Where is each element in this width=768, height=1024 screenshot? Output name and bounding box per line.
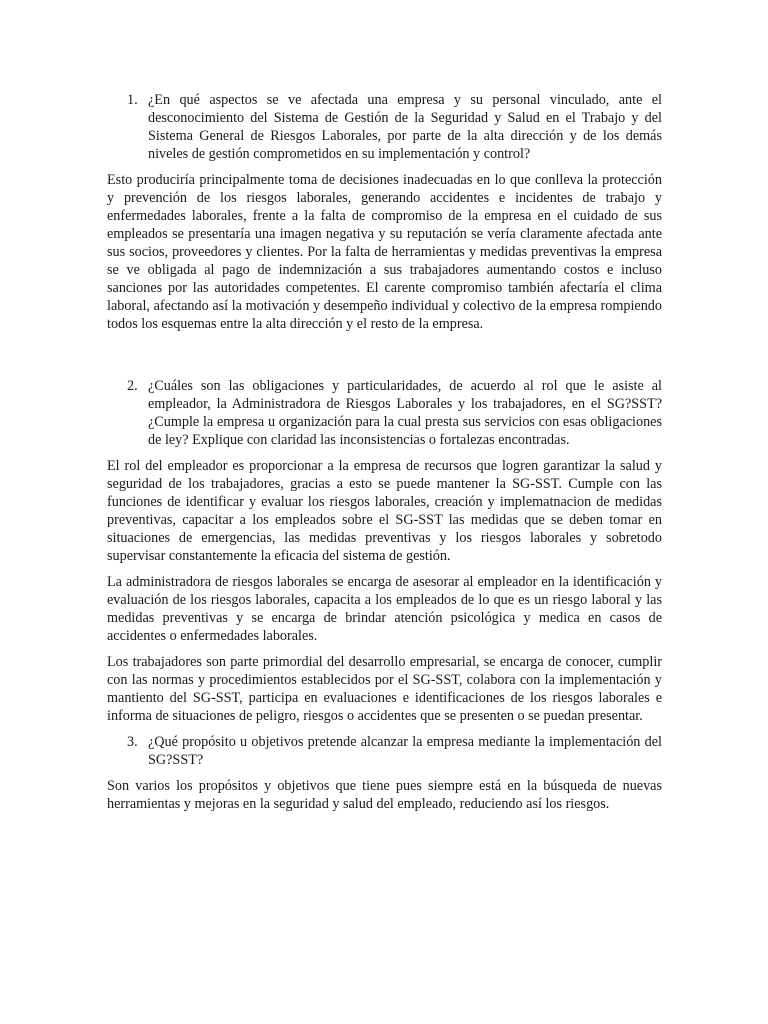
answer-3: Son varios los propósitos y objetivos que tiene pues siempre está en la búsqueda de nuevas herramientas y mejoras en la seguridad y salud del empleado, reduciendo así los riesgos. xyxy=(107,778,662,812)
answer-1: Esto produciría principalmente toma de decisiones inadecuadas en lo que conlleva la protección y prevención de los riesgos laborales, generando accidentes e incidentes de trabajo y enfermedades laborales, frente a la falta de compromiso de la empresa en el cuidado de sus empleados se presentaría una imagen negativa y su reputación se vería claramente afectada ante sus socios, proveedores y clientes. Por la falta de herramientas y medidas preventivas la empresa se ve obligada al pago de indemnización a sus trabajadores aumentando costos e incluso sanciones por las autoridades competentes. El carente compromiso también afectaría el clima laboral, afectando así la motivación y desempeño individual y colectivo de la empresa rompiendo todos los esquemas entre la alta dirección y el resto de la empresa. xyxy=(107,172,662,332)
question-2-number: 2. xyxy=(127,378,138,394)
question-3-text: ¿Qué propósito u objetivos pretende alcanzar la empresa mediante la implementación del SG?SST? xyxy=(148,734,662,768)
paragraph-gap xyxy=(107,341,662,377)
question-2 xyxy=(107,377,662,449)
question-1-number: 1. xyxy=(127,92,138,108)
question-1 xyxy=(107,91,662,163)
document-body xyxy=(107,91,662,821)
question-3-number: 3. xyxy=(127,734,138,750)
question-1-text: ¿En qué aspectos se ve afectada una empresa y su personal vinculado, ante el desconocimiento del Sistema de Gestión de la Seguridad y Salud en el Trabajo y del Sistema General de Riesgos Laborales, por parte de la alta dirección y de los demás niveles de gestión comprometidos en su implementación y control? xyxy=(148,92,662,162)
answer-2-paragraph-3: Los trabajadores son parte primordial del desarrollo empresarial, se encarga de conocer, cumplir con las normas y procedimientos establecidos por el SG-SST, colabora con la implementación y mantiento del SG-SST, participa en evaluaciones e identificaciones de los riesgos laborales e informa de situaciones de peligro, riesgos o accidentes que se presenten o se puedan presentar. xyxy=(107,654,662,724)
question-2-text: ¿Cuáles son las obligaciones y particularidades, de acuerdo al rol que le asiste al empleador, la Administradora de Riesgos Laborales y los trabajadores, en el SG?SST? ¿Cumple la empresa u organización para la cual presta sus servicios con esas obligaciones de ley? Explique con claridad las inconsistencias o fortalezas encontradas. xyxy=(148,378,662,448)
answer-2-paragraph-2: La administradora de riesgos laborales se encarga de asesorar al empleador en la identificación y evaluación de los riesgos laborales, capacita a los empleados de lo que es un riesgo laboral y las medidas preventivas y se encarga de brindar atención psicológica y medica en casos de accidentes o enfermedades laborales. xyxy=(107,574,662,644)
question-3 xyxy=(107,733,662,769)
answer-2-paragraph-1: El rol del empleador es proporcionar a la empresa de recursos que logren garantizar la salud y seguridad de los trabajadores, gracias a esto se puede mantener la SG-SST. Cumple con las funciones de identificar y evaluar los riesgos laborales, creación y implematnacion de medidas preventivas, capacitar a los empleados sobre el SG-SST las medidas que se deben tomar en situaciones de emergencias, las medidas preventivas y los riesgos laborales y sobretodo supervisar constantemente la eficacia del sistema de gestión. xyxy=(107,458,662,564)
